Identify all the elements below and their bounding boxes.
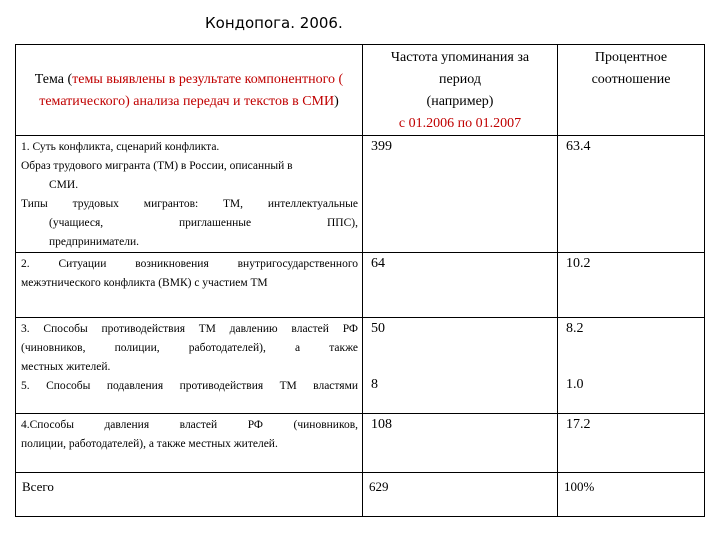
header-theme-suffix: ) — [334, 94, 339, 109]
row-theme — [16, 414, 363, 473]
row-line: местных жителей. — [21, 361, 111, 373]
table-row-total — [16, 473, 705, 517]
header-theme-red: темы выявлены в результате компонентного ( тематического) анализа передач и текстов в СМИ — [39, 72, 344, 109]
row-line: 4.Способы давления властей РФ (чиновников, — [21, 419, 358, 431]
row-percent: 17.2 — [558, 414, 705, 473]
header-pct-line2: соотношение — [591, 72, 671, 87]
row-frequency: 108 — [363, 414, 558, 473]
row-total-frequency: 629 — [363, 473, 558, 517]
row-theme — [16, 318, 363, 414]
table-row — [16, 414, 705, 473]
row-line: полиции, работодателей), а также местных жителей. — [21, 438, 278, 450]
row-line: 2. Ситуации возникновения внутригосударственного — [21, 258, 358, 270]
row-frequency: 399 — [363, 136, 558, 253]
table-header-row — [16, 45, 705, 136]
row-line: 1. Суть конфликта, сценарий конфликта. — [21, 141, 220, 153]
row-line: межэтнического конфликта (ВМК) с участием ТМ — [21, 277, 268, 289]
data-table — [15, 44, 705, 517]
header-freq-line4: с 01.2006 по 01.2007 — [398, 116, 522, 131]
row-line: Типы трудовых мигрантов: ТМ, интеллектуальные — [21, 198, 358, 210]
table-row — [16, 136, 705, 253]
row-line: 3. Способы противодействия ТМ давлению властей РФ — [21, 323, 358, 335]
row-frequency: 64 — [363, 253, 558, 318]
page-title: Кондопога. 2006. — [205, 14, 343, 32]
row-percent — [558, 318, 705, 414]
row-line: (чиновников, полиции, работодателей), а также — [21, 342, 358, 354]
header-theme-prefix: Тема ( — [34, 72, 73, 87]
row-percent: 63.4 — [558, 136, 705, 253]
row-line: Образ трудового мигранта (ТМ) в России, описанный в — [21, 160, 293, 172]
row-line: (учащиеся, приглашенные ППС), — [49, 217, 358, 229]
row-percent-value-2: 1.0 — [566, 377, 584, 392]
row-total-percent: 100% — [558, 473, 705, 517]
row-line: предприниматели. — [49, 236, 139, 248]
row-theme — [16, 136, 363, 253]
header-theme — [16, 45, 363, 136]
row-total-label: Всего — [16, 473, 363, 517]
row-frequency-value: 50 — [371, 321, 385, 336]
row-theme — [16, 253, 363, 318]
header-percent — [558, 45, 705, 136]
table-row — [16, 318, 705, 414]
row-percent-value: 8.2 — [566, 321, 584, 336]
row-frequency-value-2: 8 — [371, 377, 378, 392]
header-freq-line2: период — [439, 72, 481, 87]
row-frequency — [363, 318, 558, 414]
table-row — [16, 253, 705, 318]
header-freq-line3: (например) — [426, 94, 494, 109]
row-percent: 10.2 — [558, 253, 705, 318]
row-line: СМИ. — [49, 179, 79, 191]
header-frequency — [363, 45, 558, 136]
header-pct-line1: Процентное — [594, 50, 668, 65]
header-freq-line1: Частота упоминания за — [390, 50, 530, 65]
row-line: 5. Способы подавления противодействия ТМ властями — [21, 380, 358, 392]
